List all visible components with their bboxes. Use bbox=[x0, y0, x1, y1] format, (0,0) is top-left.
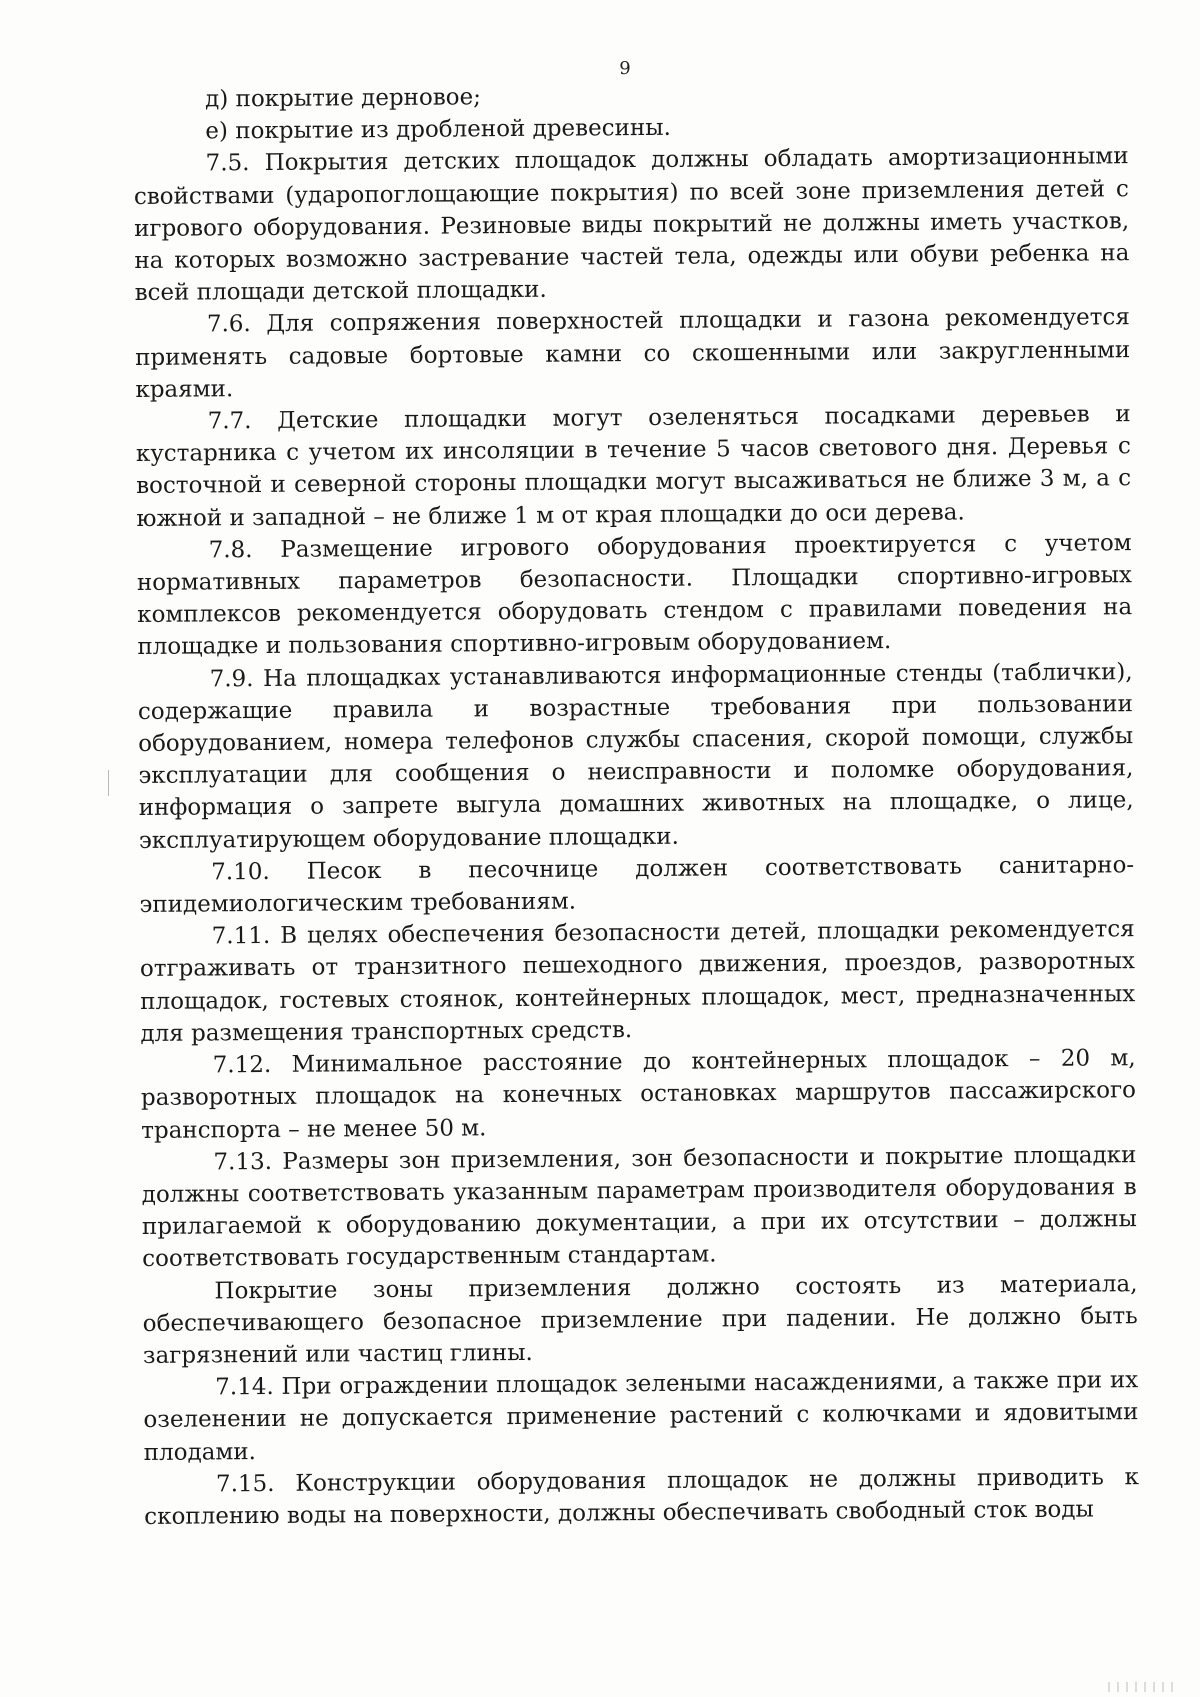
paragraph-7-12: 7.12. Минимальное расстояние до контейнерных площадок – 20 м, разворотных площадок на конечных остановках маршрутов пассажирского транспорта – не менее 50 м. bbox=[140, 1045, 1137, 1144]
paragraph-7-13: 7.13. Размеры зон приземления, зон безопасности и покрытие площадки должны соответствовать указанным параметрам производителя оборудования в прилагаемой к оборудованию документации, а при их отсутствии – должны соответствовать государственным стандартам. bbox=[141, 1141, 1138, 1273]
paragraph-7-13-continued: Покрытие зоны приземления должно состоять из материала, обеспечивающего безопасное приземление при падении. Не должно быть загрязнений или частиц глины. bbox=[142, 1270, 1138, 1369]
paragraph-7-10: 7.10. Песок в песочнице должен соответствовать санитарно-эпидемиологическим требованиям. bbox=[139, 852, 1135, 919]
paragraph-7-14: 7.14. При ограждении площадок зелеными насаждениями, а также при их озеленении не допускается применение растений с колючками и ядовитыми плодами. bbox=[143, 1367, 1139, 1466]
paragraph-7-11: 7.11. В целях обеспечения безопасности детей, площадки рекомендуется отграживать от транзитного пешеходного движения, проездов, разворотных площадок, гостевых стоянок, контейнерных площадок, мест, предназначенных для размещения транспортных средств. bbox=[139, 916, 1136, 1047]
paragraph-7-7: 7.7. Детские площадки могут озеленяться посадками деревьев и кустарника с учетом их инсоляции в течение 5 часов светового дня. Деревья с восточной и северной стороны площадки могут высаживаться не ближе 3 м, а с южной и западной – не ближе 1 м от края площадки до оси дерева. bbox=[135, 401, 1132, 532]
paragraph-7-15: 7.15. Конструкции оборудования площадок не должны приводить к скоплению воды на поверхности, должны обеспечивать свободный сток воды bbox=[144, 1463, 1140, 1530]
page-number: 9 bbox=[619, 58, 631, 79]
list-item-d: д) покрытие дерновое; bbox=[205, 84, 482, 113]
document-body bbox=[133, 76, 1139, 1533]
list-item-e: е) покрытие из дробленой древесины. bbox=[205, 114, 671, 145]
paragraph-7-6: 7.6. Для сопряжения поверхностей площадки и газона рекомендуется применять садовые бортовые камни со скошенными или закругленными краями. bbox=[135, 304, 1131, 403]
scan-artifact bbox=[1108, 1682, 1178, 1692]
paragraph-7-8: 7.8. Размещение игрового оборудования проектируется с учетом нормативных параметров безопасности. Площадки спортивно-игровых комплексов рекомендуется оборудовать стендом с правилами поведения на площадке и пользования спортивно-игровым оборудованием. bbox=[136, 530, 1133, 661]
paragraph-7-9: 7.9. На площадках устанавливаются информационные стенды (таблички), содержащие правила и возрастные требования при пользовании оборудованием, номера телефонов службы спасения, скорой помощи, службы эксплуатации для сообщения о неисправности и поломке оборудования, информация о запрете выгула домашних животных на площадке, о лице, эксплуатирующем оборудование площадки. bbox=[137, 658, 1134, 854]
paragraph-7-5: 7.5. Покрытия детских площадок должны обладать амортизационными свойствами (ударопоглощающие покрытия) по всей зоне приземления детей с игрового оборудования. Резиновые виды покрытий не должны иметь участков, на которых возможно застревание частей тела, одежды или обуви ребенка на всей площади детской площадки. bbox=[133, 143, 1130, 307]
margin-mark bbox=[108, 770, 109, 796]
